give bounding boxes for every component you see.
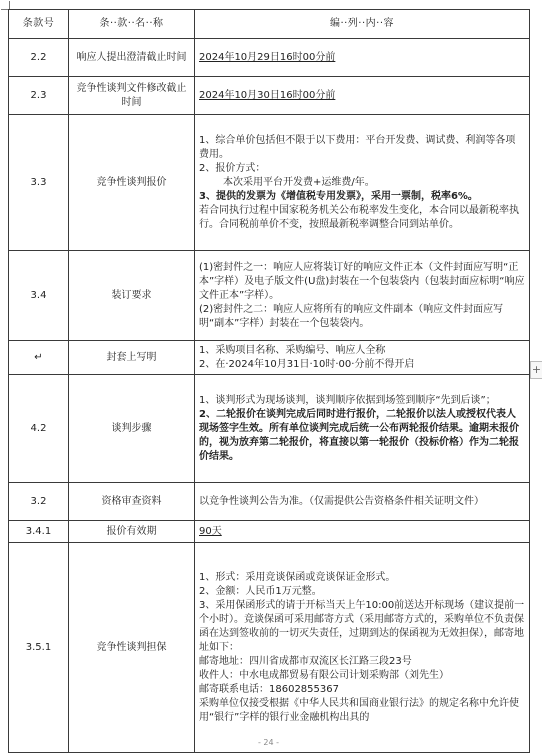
clause-name: 资格审查资料 [69,483,195,521]
clause-content [195,77,530,115]
content-line: 本次采用平台开发费+运维费/年。 [223,176,375,188]
clause-number: ↵ [9,341,69,375]
content-line: 邮寄联系电话：18602855367 [199,683,339,695]
content-line: (1)密封件之一：响应人应将装订好的响应文件正本（文件封面应写明“正本”字样）及电子版文件(U盘)封装在一个包装袋内（包装封面应标明“响应文件正本”字样）。 [199,261,525,301]
clause-content: 以竞争性谈判公告为准。（仅需提供公告资格条件相关证明文件） [195,483,530,521]
clause-name: 报价有效期 [69,521,195,543]
clause-name: 谈判步骤 [69,375,195,483]
clause-content [195,521,530,543]
table-row [9,115,530,251]
bid-data-table [8,9,530,753]
table-header-row [9,10,530,39]
modification-deadline: 2024年10月30日16时00分前 [199,89,336,101]
content-line: 1、形式：采用竞谈保函或竞谈保证金形式。 [199,571,396,583]
table-row [9,375,530,483]
clause-number: 2.3 [9,77,69,115]
clause-number: 2.2 [9,39,69,77]
table-row [9,77,530,115]
expand-panel-button[interactable]: + [530,361,542,379]
content-line: 1、综合单价包括但不限于以下费用：平台开发费、调试费、利润等各项费用。 [199,134,516,160]
content-line: 2、在·2024年10月31日·10时·00·分前不得开启 [199,358,415,370]
clause-content [195,543,530,753]
clause-number: 4.2 [9,375,69,483]
content-line: 采购单位仅接受根据《中华人民共和国商业银行法》的规定名称中允许使用“银行”字样的银行业金融机构出具的 [199,697,519,723]
clause-content [195,39,530,77]
header-clause-name: 条··款··名··称 [69,10,195,39]
table-row [9,483,530,521]
clause-name: 竞争性谈判报价 [69,115,195,251]
clause-name: 封套上写明 [69,341,195,375]
clause-number: 3.3 [9,115,69,251]
content-line: 若合同执行过程中国家税务机关公布税率发生变化，本合同以最新税率执行。合同税前单价不变，按照最新税率调整合同到站单价。 [199,204,519,230]
content-line: 2、金额：人民币1万元整。 [199,585,322,597]
table-row [9,543,530,753]
clause-content [195,341,530,375]
clause-content [195,115,530,251]
header-clause-number: 条款号 [9,10,69,39]
table-row [9,251,530,341]
clause-content [195,251,530,341]
clause-name: 竞争性谈判文件修改截止时间 [69,77,195,115]
table-row [9,521,530,543]
clause-name: 装订要求 [69,251,195,341]
clause-number: 3.2 [9,483,69,521]
content-line: 2、报价方式： [199,162,266,174]
content-line: 3、提供的发票为《增值税专用发票》，采用一票制，税率6%。 [199,190,478,202]
header-content: 编··列··内··容 [195,10,530,39]
content-line: (2)密封件之二：响应人应将所有的响应文件副本（响应文件封面应写明“副本”字样）封装在一个包装袋内。 [199,303,504,329]
content-line: 2、二轮报价在谈判完成后同时进行报价，二轮报价以法人或授权代表人现场签字生效。所有单位谈判完成后统一公布两轮报价结果。逾期未报价的，视为放弃第二轮报价，将直接以第一轮报价（投标价格）作为二轮报价结果。 [199,408,519,462]
page-number: - 24 - [258,738,280,747]
clause-content [195,375,530,483]
table-row [9,39,530,77]
clause-name: 竞争性谈判担保 [69,543,195,753]
content-line: 1、采购项目名称、采购编号、响应人全称 [199,344,386,356]
validity-period: 90天 [199,525,222,537]
clarification-deadline: 2024年10月29日16时00分前 [199,51,336,63]
content-line: 邮寄地址：四川省成都市双流区长江路三段23号 [199,655,412,667]
clause-number: 3.4 [9,251,69,341]
content-line: 收件人：中水电成都贸易有限公司计划采购部（刘先生） [199,669,449,681]
clause-number: 3.4.1 [9,521,69,543]
content-line: 3、采用保函形式的请于开标当天上午10:00前送达开标现场（建议提前一个小时）。竞谈保函可采用邮寄方式（采用邮寄方式的，采购单位不负责保函在达到签收前的一切灭失责任，过期到达的保函视为无效担保），邮寄地址如下： [199,599,525,653]
clause-number: 3.5.1 [9,543,69,753]
table-row [9,341,530,375]
content-line: 1、谈判形式为现场谈判，谈判顺序依据到场签到顺序“先到后谈”； [199,394,496,406]
clause-name: 响应人提出澄清截止时间 [69,39,195,77]
